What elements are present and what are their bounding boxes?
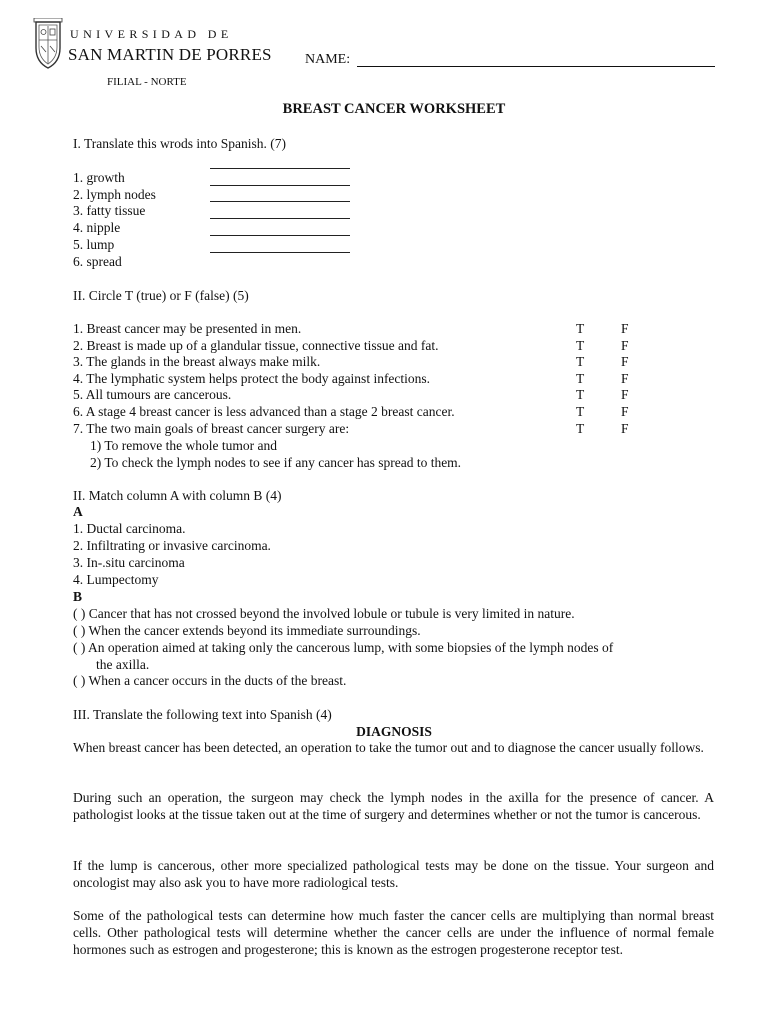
false-option[interactable]: F [621,387,629,402]
column-b-item-continuation: the axilla. [96,657,150,672]
name-label: NAME: [305,52,351,67]
university-branch: FILIAL - NORTE [107,76,187,88]
true-option[interactable]: T [576,371,585,386]
true-option[interactable]: T [576,404,585,419]
false-option[interactable]: F [621,404,629,419]
false-option[interactable]: F [621,371,629,386]
tf-statement: 6. A stage 4 breast cancer is less advanced than a stage 2 breast cancer. [73,404,455,419]
tf-statement: 3. The glands in the breast always make milk. [73,354,321,369]
tf-statement: 7. The two main goals of breast cancer surgery are: [73,421,350,436]
section4-heading: III. Translate the following text into Spanish (4) [73,707,332,722]
true-option[interactable]: T [576,338,585,353]
vocab-item: 4. nipple [73,220,121,235]
vocab-item: 1. growth [73,170,125,185]
false-option[interactable]: F [621,421,629,436]
text-paragraph: During such an operation, the surgeon may check the lymph nodes in the axilla for the presence of cancer. A pathologist looks at the tissue taken out at the time of surgery and determines whether or not the tumor is cancerous. [73,790,714,822]
vocab-item: 6. spread [73,254,122,269]
false-option[interactable]: F [621,338,629,353]
text-paragraph: When breast cancer has been detected, an operation to take the tumor out and to diagnose the cancer usually follows. [73,740,704,755]
answer-blank[interactable] [210,252,350,253]
section3-heading: II. Match column A with column B (4) [73,488,282,503]
diagnosis-heading: DIAGNOSIS [356,724,432,739]
university-name: SAN MARTIN DE PORRES [68,45,272,64]
answer-blank[interactable] [210,185,350,186]
tf-statement: 1. Breast cancer may be presented in men. [73,321,302,336]
false-option[interactable]: F [621,354,629,369]
text-paragraph: If the lump is cancerous, other more specialized pathological tests may be done on the tissue. Your surgeon and oncologist may also ask you to have more radiological tests. [73,858,714,890]
true-option[interactable]: T [576,354,585,369]
answer-blank[interactable] [210,235,350,236]
university-name-top: UNIVERSIDAD DE [70,27,233,41]
true-option[interactable]: T [576,421,585,436]
column-a-item: 3. In-.situ carcinoma [73,555,185,570]
section1-heading: I. Translate this wrods into Spanish. (7) [73,136,287,151]
tf-statement: 4. The lymphatic system helps protect the body against infections. [73,371,431,386]
column-a-item: 1. Ductal carcinoma. [73,521,186,536]
column-b-item[interactable]: ( ) When a cancer occurs in the ducts of the breast. [73,673,347,688]
true-option[interactable]: T [576,321,585,336]
section2-heading: II. Circle T (true) or F (false) (5) [73,288,249,303]
column-b-item[interactable]: ( ) Cancer that has not crossed beyond the involved lobule or tubule is very limited in nature. [73,606,575,621]
column-a-label: A [73,504,83,519]
tf-subitem: 1) To remove the whole tumor and [90,438,278,453]
worksheet-title: BREAST CANCER WORKSHEET [282,101,506,117]
vocab-item: 3. fatty tissue [73,203,146,218]
tf-statement: 5. All tumours are cancerous. [73,387,232,402]
false-option[interactable]: F [621,321,629,336]
column-b-item[interactable]: ( ) When the cancer extends beyond its immediate surroundings. [73,623,421,638]
university-crest-icon [33,18,63,70]
column-b-item[interactable]: ( ) An operation aimed at taking only the cancerous lump, with some biopsies of the lymph nodes of [73,640,614,655]
tf-statement: 2. Breast is made up of a glandular tissue, connective tissue and fat. [73,338,439,353]
answer-blank[interactable] [210,168,350,169]
column-a-item: 2. Infiltrating or invasive carcinoma. [73,538,271,553]
vocab-item: 5. lump [73,237,115,252]
text-paragraph: Some of the pathological tests can determine how much faster the cancer cells are multiplying than normal breast cells. Other pathological tests will determine whether the cancer cells are under the influence of normal female hormones such as estrogen and progesterone; this is known as the estrogen progesterone receptor test. [73,908,714,957]
tf-subitem: 2) To check the lymph nodes to see if any cancer has spread to them. [90,455,462,470]
answer-blank[interactable] [210,201,350,202]
answer-blank[interactable] [210,218,350,219]
vocab-item: 2. lymph nodes [73,187,156,202]
true-option[interactable]: T [576,387,585,402]
column-b-label: B [73,589,83,604]
column-a-item: 4. Lumpectomy [73,572,159,587]
name-field-line[interactable] [357,66,715,67]
